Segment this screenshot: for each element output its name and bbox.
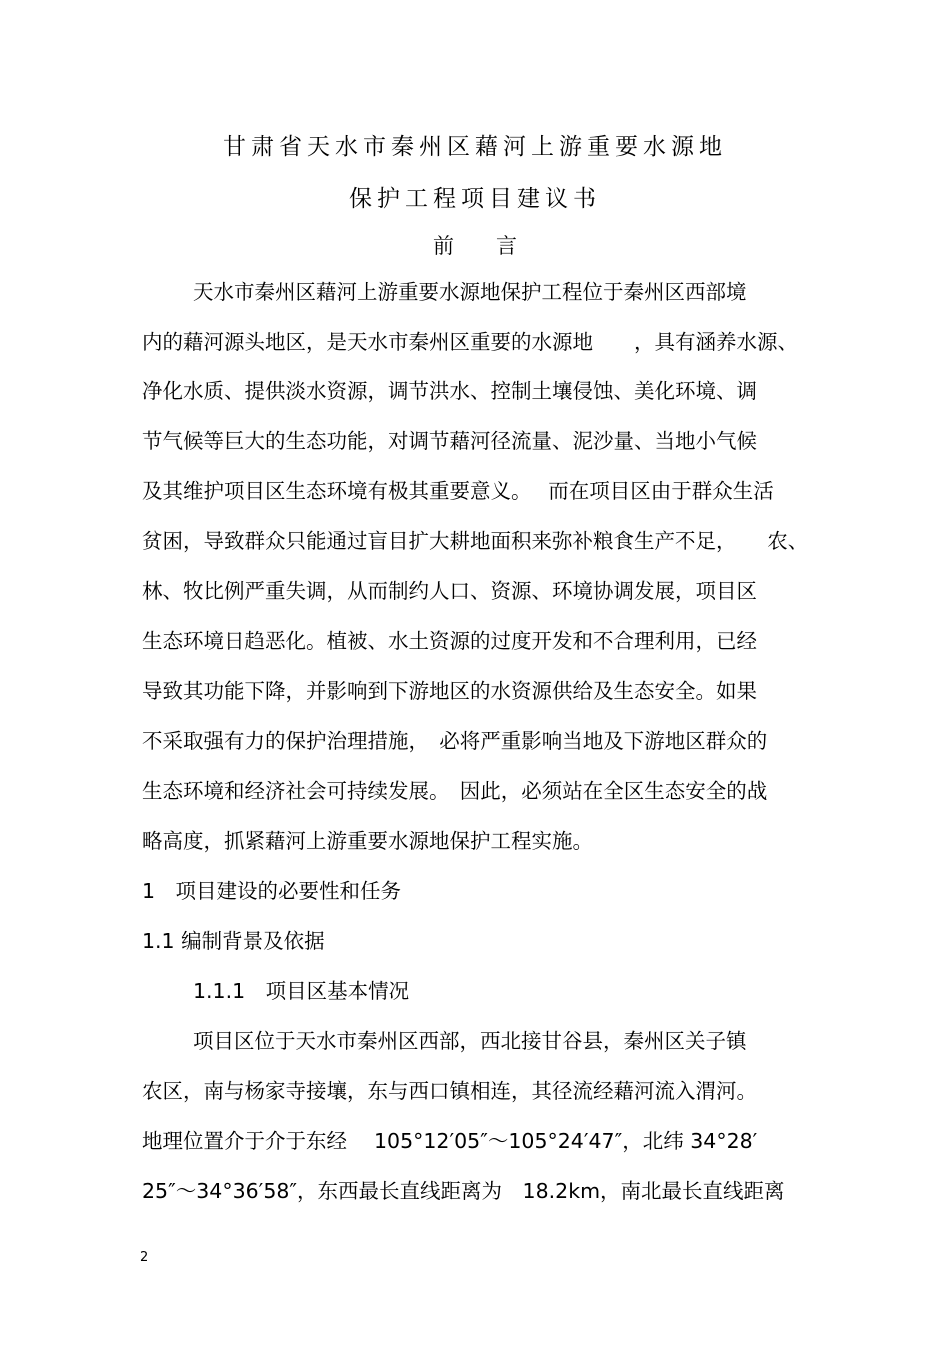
section-heading-1: 1 项目建设的必要性和任务: [142, 879, 402, 903]
preface-line: 略高度，抓紧藉河上游重要水源地保护工程实施。: [142, 829, 593, 853]
page-number: 2: [140, 1250, 149, 1265]
body-line: 25″～34°36′58″，东西最长直线距离为 18.2km，南北最长直线距离: [142, 1179, 785, 1203]
section-heading-1-1-1: 1.1.1 项目区基本情况: [193, 979, 410, 1003]
section-heading-1-1: 1.1 编制背景及依据: [142, 929, 325, 953]
preface-line: 生态环境和经济社会可持续发展。 因此，必须站在全区生态安全的战: [142, 779, 768, 803]
preface-line: 天水市秦州区藉河上游重要水源地保护工程位于秦州区西部境: [193, 280, 747, 304]
preface-line: 净化水质、提供淡水资源，调节洪水、控制土壤侵蚀、美化环境、调: [142, 379, 757, 403]
body-line: 地理位置介于介于东经 105°12′05″～105°24′47″，北纬 34°28′: [142, 1129, 758, 1153]
preface-line: 生态环境日趋恶化。植被、水土资源的过度开发和不合理利用，已经: [142, 629, 757, 653]
body-line: 项目区位于天水市秦州区西部，西北接甘谷县，秦州区关子镇: [193, 1029, 747, 1053]
preface-line: 内的藉河源头地区，是天水市秦州区重要的水源地 ，具有涵养水源、: [142, 330, 798, 354]
document-title-line-2: 保护工程项目建议书: [349, 186, 601, 212]
preface-line: 林、牧比例严重失调，从而制约人口、资源、环境协调发展，项目区: [142, 579, 757, 603]
preface-heading: 前 言: [433, 234, 517, 258]
document-title-line-1: 甘肃省天水市秦州区藉河上游重要水源地: [223, 134, 727, 160]
body-line: 农区，南与杨家寺接壤，东与西口镇相连，其径流经藉河流入渭河。: [142, 1079, 757, 1103]
preface-line: 及其维护项目区生态环境有极其重要意义。 而在项目区由于群众生活: [142, 479, 774, 503]
preface-line: 导致其功能下降，并影响到下游地区的水资源供给及生态安全。如果: [142, 679, 757, 703]
preface-line: 不采取强有力的保护治理措施， 必将严重影响当地及下游地区群众的: [142, 729, 768, 753]
preface-line: 贫困，导致群众只能通过盲目扩大耕地面积来弥补粮食生产不足， 农、: [142, 529, 809, 553]
preface-line: 节气候等巨大的生态功能，对调节藉河径流量、泥沙量、当地小气候: [142, 429, 757, 453]
